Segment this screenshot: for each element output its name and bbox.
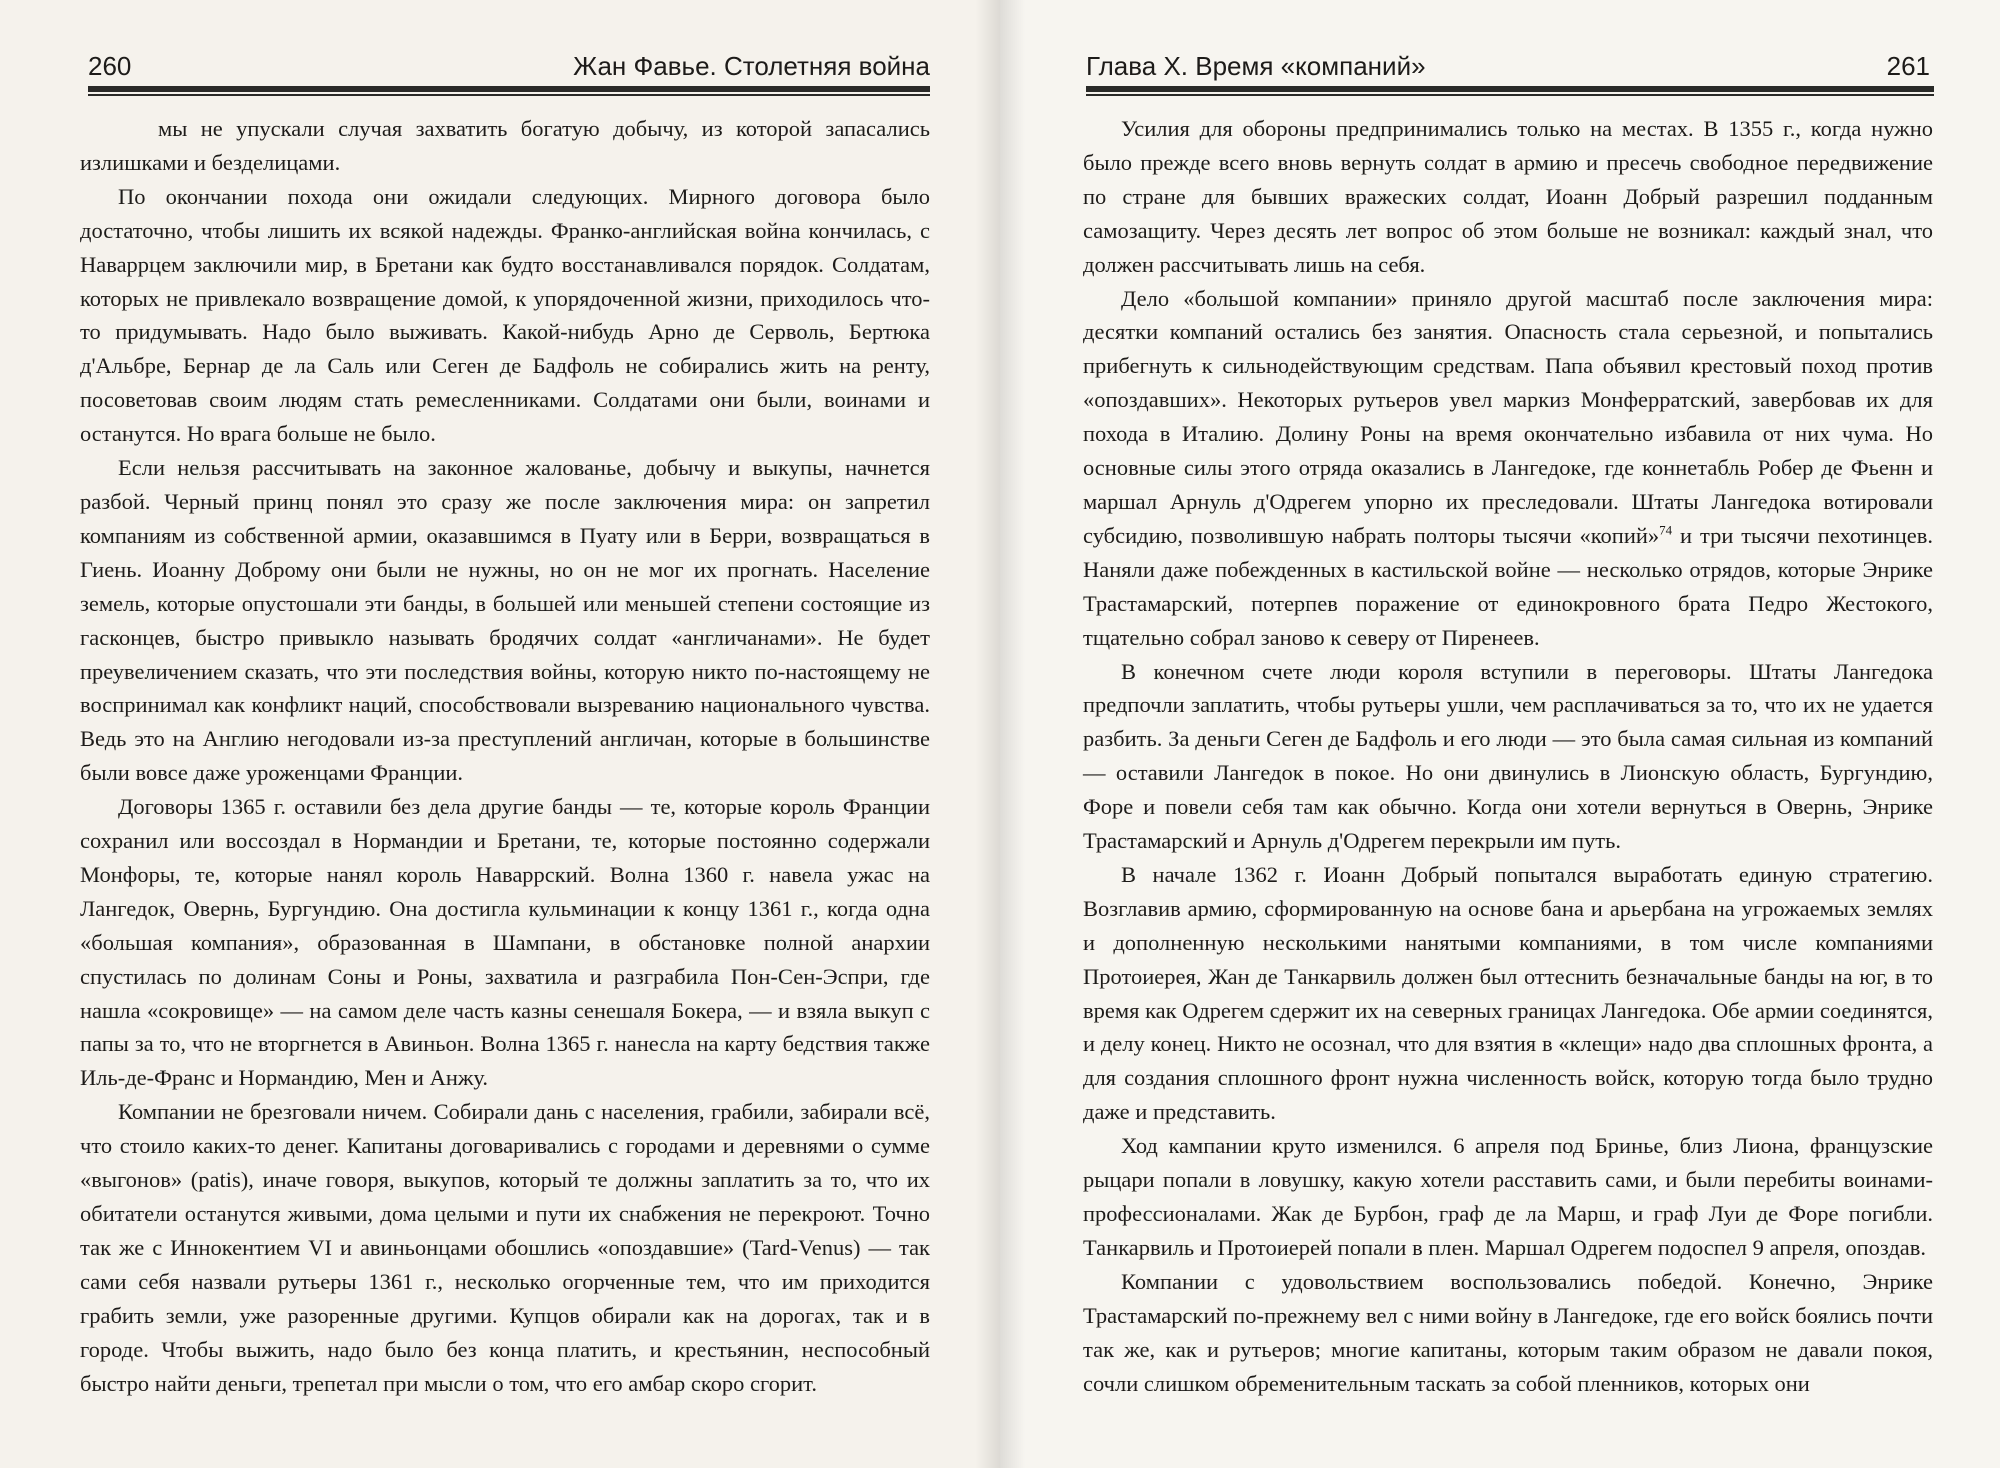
paragraph: По окончании похода они ожидали следующих. Мирного договора было достаточно, чтобы лишить их всякой надежды. Франко-английская война кончилась, с Наваррцем заключили мир, в Бретани как будто восстанавливался порядок. Солдатам, которых не привлекало возвращение домой, к упорядоченной жизни, приходилось что-то придумывать. Надо было выживать. Какой-нибудь Арно де Серволь, Бертюка д'Альбре, Бернар де ла Саль или Сеген де Бадфоль не собирались жить на ренту, посоветовав своим людям стать ремесленниками. Солдатами они были, воинами и останутся. Но врага больше не было. <box>80 183 930 447</box>
paragraph-text-continued: и три тысячи пехотинцев. Наняли даже побежденных в кастильской войне — несколько отрядов, которые Энрике Трастамарский, потерпев поражение от единокровного брата Педро Жестокого, тщательно собрал заново к северу от Пиренеев. <box>1083 522 1934 650</box>
left-body-text <box>80 112 930 1400</box>
right-page-number: 261 <box>1886 51 1930 81</box>
paragraph: Компании не брезговали ничем. Собирали дань с населения, грабили, забирали всё, что стоило каких-то денег. Капитаны договаривались с городами и деревнями о сумме «выгонов» (patis), иначе говоря, выкупов, который те должны заплатить за то, что их обитатели останутся живыми, дома целыми и пути их снабжения не перекроют. Точно так же с Иннокентием VI и авиньонцами обошлись «опоздавшие» (Tard-Venus) — так сами себя назвали рутьеры 1361 г., несколько огорченные тем, что им приходится грабить земли, уже разоренные другими. Купцов обирали как на дорогах, так и в городе. Чтобы выжить, надо было без конца платить, и крестьянин, неспособный быстро найти деньги, трепетал при мысли о том, что его амбар скоро сгорит. <box>80 1099 930 1396</box>
paragraph-text: Дело «большой компании» приняло другой масштаб после заключения мира: десятки компаний остались без занятия. Опасность стала серьезной, и попытались прибегнуть к сильнодействующим средствам. Папа объявил крестовый поход против «опоздавших». Некоторых рутьеров увел маркиз Монферратский, завербовав их для похода в Италию. Долину Роны на время окончательно избавила от них чума. Но основные силы этого отряда оказались в Лангедоке, где коннетабль Робер де Фьенн и маршал Арнуль д'Одрегем упорно их преследовали. Штаты Лангедока вотировали субсидию, позволившую набрать полторы тысячи «копий» <box>1083 285 1933 548</box>
paragraph: Ход кампании круто изменился. 6 апреля под Бринье, близ Лиона, французские рыцари попали в ловушку, какую хотели расставить сами, и были перебиты воинами-профессионалами. Жак де Бурбон, граф де ла Марш, и граф Луи де Форе погибли. Танкарвиль и Протоиерей попали в плен. Маршал Одрегем подоспел 9 апреля, опоздав. <box>1083 1133 1933 1260</box>
right-running-head-title: Глава X. Время «компаний» <box>1086 51 1426 81</box>
left-header-rule-thin <box>88 94 930 96</box>
right-header-rule-thin <box>1086 94 1934 96</box>
left-page-number: 260 <box>88 51 132 81</box>
paragraph: Компании с удовольствием воспользовались победой. Конечно, Энрике Трастамарский по-прежнему вел с ними войну в Лангедоке, где его войск боялись почти так же, как и рутьеров; многие капитаны, которым таким образом не давали покоя, сочли слишком обременительным таскать за собой пленников, которых они <box>1083 1268 1933 1396</box>
right-running-header <box>1086 46 1930 86</box>
book-gutter <box>975 0 1025 1468</box>
left-header-rule <box>88 86 930 94</box>
paragraph <box>1083 282 1933 655</box>
paragraph: мы не упускали случая захватить богатую добычу, из которой запасались излишками и безделицами. <box>80 116 930 175</box>
footnote-reference[interactable]: 74 <box>1659 522 1673 538</box>
paragraph: В конечном счете люди короля вступили в переговоры. Штаты Лангедока предпочли заплатить, чтобы рутьеры ушли, чем расплачиваться за то, что их не удается разбить. За деньги Сеген де Бадфоль и его люди — это была самая сильная из компаний — оставили Лангедок в покое. Но они двинулись в Лионскую область, Бургундию, Форе и повели себя там как обычно. Когда они хотели вернуться в Овернь, Энрике Трастамарский и Арнуль д'Одрегем перекрыли им путь. <box>1083 658 1933 854</box>
paragraph: Если нельзя рассчитывать на законное жалованье, добычу и выкупы, начнется разбой. Черный принц понял это сразу же после заключения мира: он запретил компаниям из собственной армии, оказавшимся в Пуату или в Берри, возвращаться в Гиень. Иоанну Доброму они были не нужны, но он не мог их прогнать. Население земель, которые опустошали эти банды, в большей или меньшей степени состоящие из гасконцев, быстро привыкло называть бродячих солдат «англичанами». Не будет преувеличением сказать, что эти последствия войны, которую никто по-настоящему не воспринимал как конфликт наций, способствовали вызреванию национального чувства. Ведь это на Англию негодовали из-за преступлений англичан, которые в большинстве были вовсе даже уроженцами Франции. <box>80 455 930 786</box>
paragraph: Усилия для обороны предпринимались только на местах. В 1355 г., когда нужно было прежде всего вновь вернуть солдат в армию и пресечь свободное передвижение по стране для бывших вражеских солдат, Иоанн Добрый разрешил подданным самозащиту. Через десять лет вопрос об этом больше не возникал: каждый знал, что должен рассчитывать лишь на себя. <box>1083 116 1933 277</box>
left-running-head-title: Жан Фавье. Столетняя война <box>573 51 930 81</box>
right-body-text <box>1083 112 1933 1400</box>
left-running-header <box>88 46 930 86</box>
paragraph: В начале 1362 г. Иоанн Добрый попытался выработать единую стратегию. Возглавив армию, сформированную на основе бана и арьербана на угрожаемых землях и дополненную несколькими нанятыми компаниями, в том числе компаниями Протоиерея, Жан де Танкарвиль должен был оттеснить безначальные банды на юг, в то время как Одрегем сдержит их на северных границах Лангедока. Обе армии соединятся, и делу конец. Никто не осознал, что для взятия в «клещи» надо два сплошных фронта, а для создания сплошного фронт нужна численность войск, которую тогда было трудно даже и представить. <box>1083 861 1933 1125</box>
right-header-rule <box>1086 86 1934 94</box>
paragraph: Договоры 1365 г. оставили без дела другие банды — те, которые король Франции сохранил или воссоздал в Нормандии и Бретани, те, которые постоянно содержали Монфоры, те, которые нанял король Наваррский. Волна 1360 г. навела ужас на Лангедок, Овернь, Бургундию. Она достигла кульминации к концу 1361 г., когда одна «большая компания», образованная в Шампани, в обстановке полной анархии спустилась по долинам Соны и Роны, захватила и разграбила Пон-Сен-Эспри, где нашла «сокровище» — на самом деле часть казны сенешаля Бокера, — и взяла выкуп с папы за то, что не вторгнется в Авиньон. Волна 1365 г. нанесла на карту бедствия также Иль-де-Франс и Нормандию, Мен и Анжу. <box>80 794 930 1091</box>
